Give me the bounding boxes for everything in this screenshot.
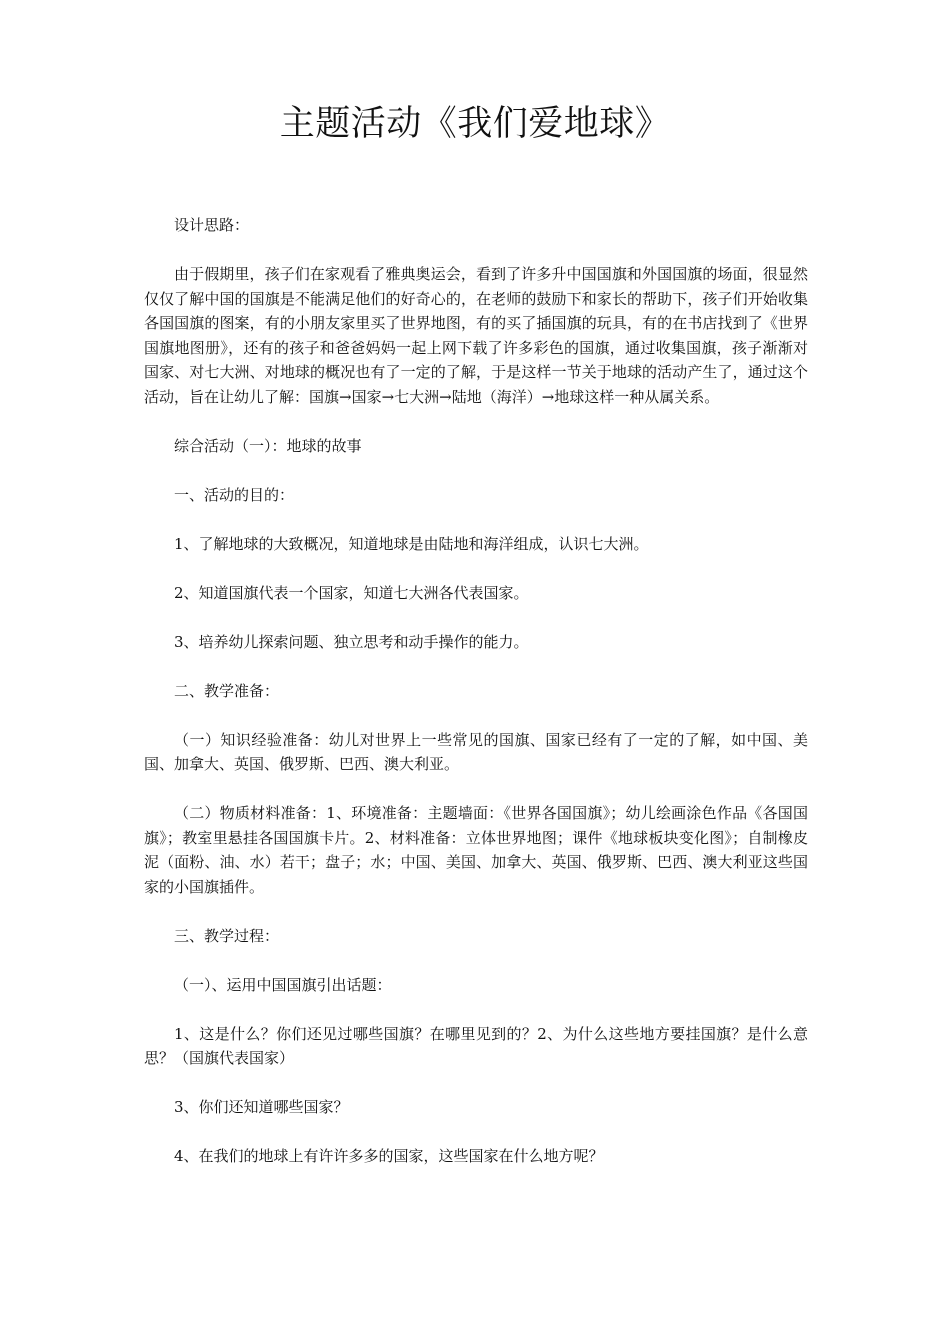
paragraph-activity-heading: 综合活动（一）：地球的故事 <box>174 436 362 455</box>
document-title: 主题活动《我们爱地球》 <box>279 104 671 144</box>
paragraph-material-prep: （二）物质材料准备：1、环境准备：主题墙面：《世界各国国旗》；幼儿绘画涂色作品《各国国旗》；教室里悬挂各国国旗卡片。2、材料准备：立体世界地图；课件《地球板块变化图》；自制橡皮泥（面粉、油、水）若干；盘子；水；中国、美国、加拿大、英国、俄罗斯、巴西、澳大利亚这些国家的小国旗插件。 <box>144 804 808 896</box>
paragraph-section-goals: 一、活动的目的： <box>174 485 295 504</box>
paragraph-design-idea: 由于假期里，孩子们在家观看了雅典奥运会，看到了许多升中国国旗和外国国旗的场面，很显然仅仅了解中国的国旗是不能满足他们的好奇心的，在老师的鼓励下和家长的帮助下，孩子们开始收集各国国旗的图案，有的小朋友家里买了世界地图，有的买了插国旗的玩具，有的在书店找到了《世界国旗地图册》，还有的孩子和爸爸妈妈一起上网下载了许多彩色的国旗，通过收集国旗，孩子渐渐对国家、对七大洲、对地球的概况也有了一定的了解，于是这样一节关于地球的活动产生了，通过这个活动，旨在让幼儿了解：国旗→国家→七大洲→陆地（海洋）→地球这样一种从属关系。 <box>144 265 808 406</box>
paragraph-goal-2: 2、知道国旗代表一个国家，知道七大洲各代表国家。 <box>174 583 529 602</box>
paragraph-question-3: 3、你们还知道哪些国家？ <box>174 1098 349 1116</box>
paragraph-section-process: 三、教学过程： <box>174 926 280 945</box>
paragraph-goal-1: 1、了解地球的大致概况，知道地球是由陆地和海洋组成，认识七大洲。 <box>174 534 649 553</box>
paragraph-design-idea-heading: 设计思路： <box>174 216 250 234</box>
paragraph-knowledge-prep: （一）知识经验准备：幼儿对世界上一些常见的国旗、国家已经有了一定的了解，如中国、美国、加拿大、英国、俄罗斯、巴西、澳大利亚。 <box>144 730 808 773</box>
paragraph-question-4: 4、在我们的地球上有许许多多的国家，这些国家在什么地方呢？ <box>174 1147 604 1165</box>
document-body <box>144 213 808 1169</box>
paragraph-section-preparation: 二、教学准备： <box>174 681 280 700</box>
paragraph-question-1-2: 1、这是什么？你们还见过哪些国旗？在哪里见到的？2、为什么这些地方要挂国旗？是什么意思？（国旗代表国家） <box>144 1024 808 1067</box>
paragraph-process-step-1: （一）、运用中国国旗引出话题： <box>174 975 392 994</box>
paragraph-goal-3: 3、培养幼儿探索问题、独立思考和动手操作的能力。 <box>174 632 529 651</box>
